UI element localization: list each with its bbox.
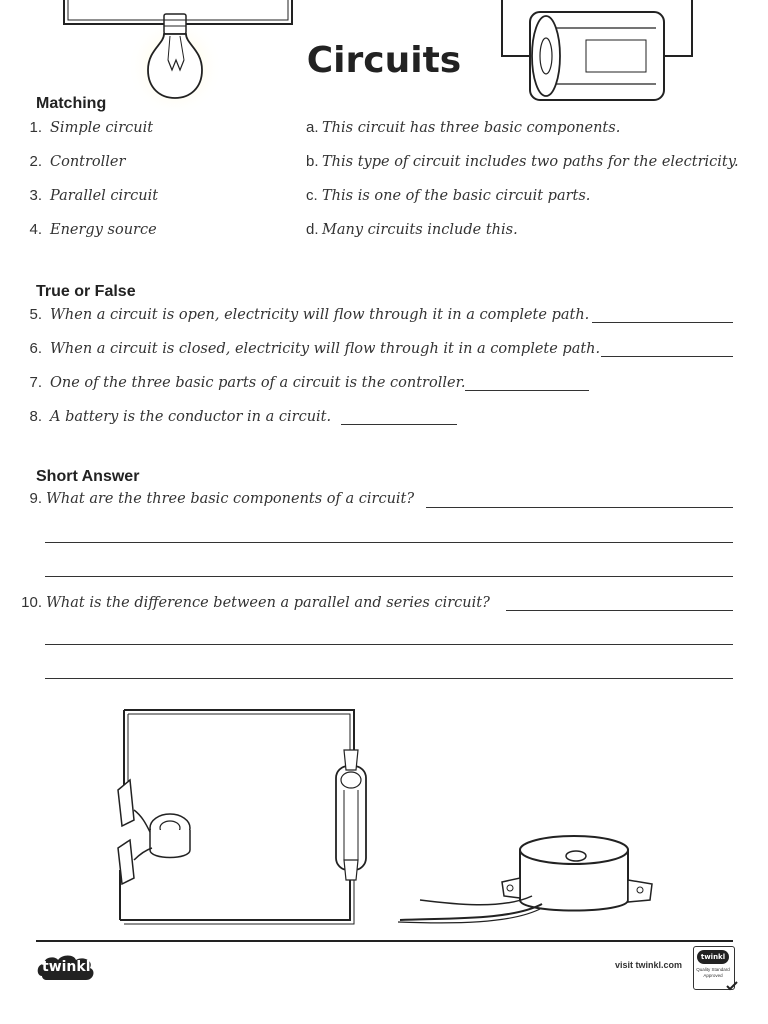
- option-text: Many circuits include this.: [322, 222, 518, 238]
- matching-option-c: [306, 187, 590, 204]
- matching-item-2: [20, 153, 125, 170]
- item-number: 4.: [29, 221, 42, 238]
- short-answer-heading: Short Answer: [36, 468, 140, 485]
- answer-line-6[interactable]: [601, 356, 733, 357]
- item-number: 5.: [29, 306, 42, 323]
- true-false-item-7: [20, 374, 466, 391]
- answer-line-9b[interactable]: [45, 542, 733, 543]
- item-text: Parallel circuit: [50, 188, 159, 204]
- short-answer-item-10: [20, 594, 490, 611]
- true-false-item-6: [20, 340, 600, 357]
- footer-divider: [36, 940, 733, 942]
- item-text: One of the three basic parts of a circuit is the controller.: [50, 375, 466, 391]
- true-false-item-5: [20, 306, 589, 323]
- item-text: When a circuit is open, electricity will flow through it in a complete path.: [50, 307, 590, 323]
- buzzer-illustration: [392, 830, 662, 930]
- true-false-heading: True or False: [36, 283, 136, 300]
- item-text: A battery is the conductor in a circuit.: [50, 409, 332, 425]
- matching-option-d: [306, 221, 518, 238]
- item-number: 8.: [29, 408, 42, 425]
- true-false-item-8: [20, 408, 331, 425]
- option-text: This type of circuit includes two paths for the electricity.: [322, 154, 739, 170]
- option-letter: a.: [306, 119, 319, 136]
- circuit-illustration: [100, 700, 380, 932]
- answer-line-9a[interactable]: [426, 507, 733, 508]
- item-text: Simple circuit: [50, 120, 154, 136]
- matching-item-3: [20, 187, 158, 204]
- badge-logo: [697, 950, 729, 964]
- item-text: What are the three basic components of a circuit?: [46, 491, 415, 507]
- answer-line-5[interactable]: [592, 322, 733, 323]
- answer-line-9c[interactable]: [45, 576, 733, 577]
- visit-link[interactable]: visit twinkl.com: [615, 960, 683, 970]
- item-number: 10.: [21, 594, 42, 611]
- option-text: This is one of the basic circuit parts.: [322, 188, 591, 204]
- answer-line-10c[interactable]: [45, 678, 733, 679]
- item-text: What is the difference between a parallel and series circuit?: [46, 595, 490, 611]
- matching-item-4: [20, 221, 157, 238]
- item-number: 2.: [29, 153, 42, 170]
- option-letter: b.: [306, 153, 319, 170]
- item-number: 6.: [29, 340, 42, 357]
- matching-option-b: [306, 153, 739, 170]
- item-text: Controller: [50, 154, 126, 170]
- logo-text: twinkl: [42, 959, 91, 975]
- checkmark-icon: [726, 981, 738, 991]
- matching-option-a: [306, 119, 620, 136]
- short-answer-item-9: [20, 490, 414, 507]
- answer-line-8[interactable]: [341, 424, 457, 425]
- matching-item-1: [20, 119, 153, 136]
- answer-line-10b[interactable]: [45, 644, 733, 645]
- badge-text: Quality Standard Approved: [696, 967, 730, 978]
- option-letter: c.: [306, 187, 318, 204]
- item-number: 1.: [29, 119, 42, 136]
- matching-heading: Matching: [36, 95, 107, 112]
- badge-logo-text: twinkl: [700, 953, 726, 961]
- item-number: 3.: [29, 187, 42, 204]
- item-text: When a circuit is closed, electricity will flow through it in a complete path.: [50, 341, 601, 357]
- answer-line-7[interactable]: [465, 390, 589, 391]
- twinkl-logo: [36, 952, 96, 984]
- option-text: This circuit has three basic components.: [322, 120, 621, 136]
- item-number: 9.: [29, 490, 42, 507]
- quality-badge: [693, 946, 735, 990]
- page-title: Circuits: [306, 40, 462, 81]
- option-letter: d.: [306, 221, 319, 238]
- answer-line-10a[interactable]: [506, 610, 733, 611]
- item-text: Energy source: [50, 222, 157, 238]
- item-number: 7.: [29, 374, 42, 391]
